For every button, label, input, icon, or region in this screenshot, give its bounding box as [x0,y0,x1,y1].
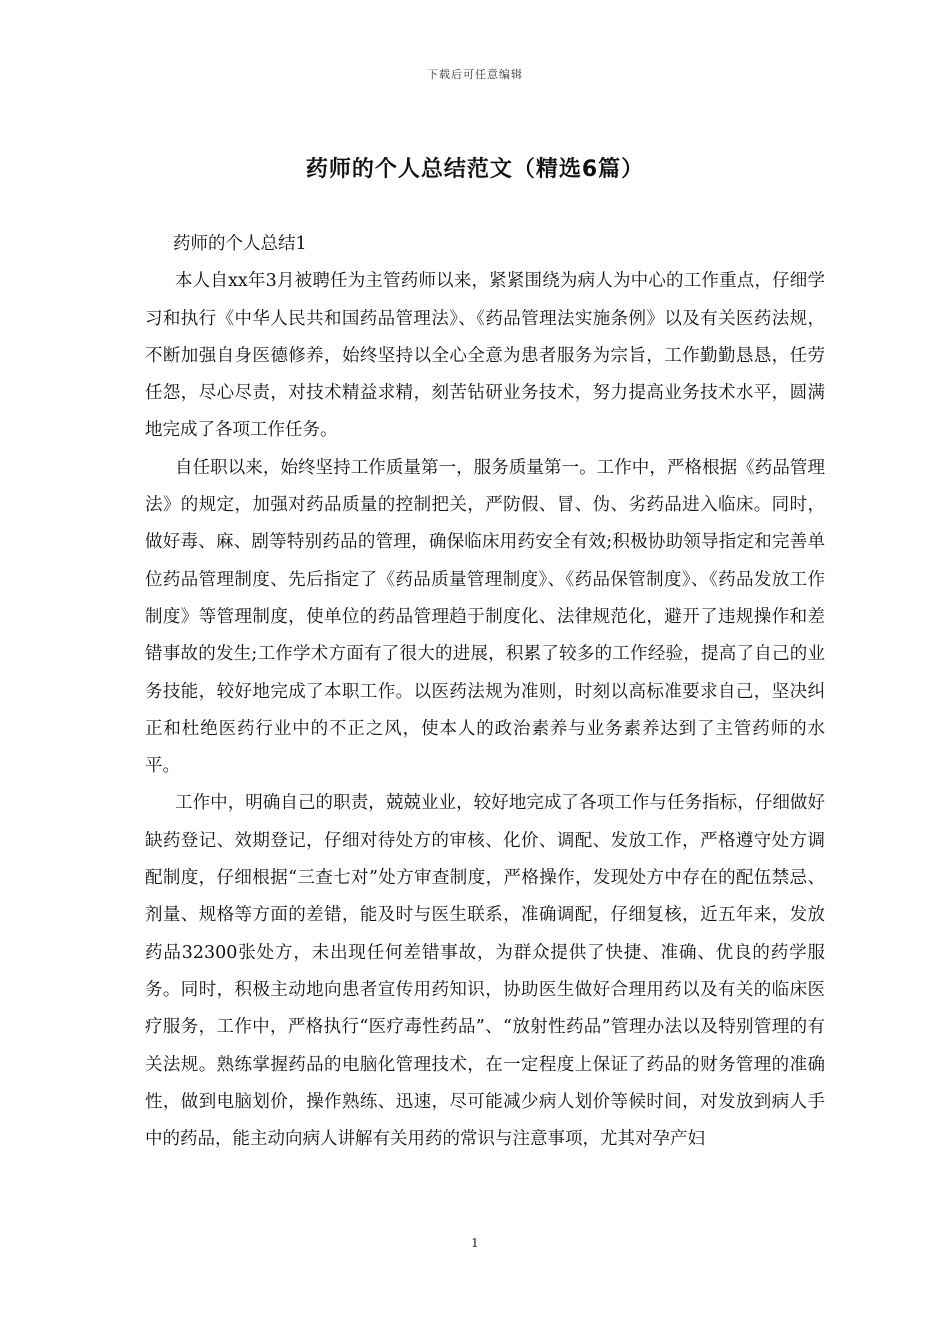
paragraph-1: 本人自xx年3月被聘任为主管药师以来，紧紧围绕为病人为中心的工作重点，仔细学习和执行《中华人民共和国药品管理法》、《药品管理法实施条例》以及有关医药法规，不断加强自身医德修养，始终坚持以全心全意为患者服务为宗旨，工作勤勤恳恳，任劳任怨，尽心尽责，对技术精益求精，刻苦钻研业务技术，努力提高业务技术水平，圆满地完成了各项工作任务。 [145,271,825,441]
document-title: 药师的个人总结范文（精选6篇） [305,157,645,182]
paragraph-2: 自任职以来，始终坚持工作质量第一，服务质量第一。工作中，严格根据《药品管理法》的规定，加强对药品质量的控制把关，严防假、冒、伪、劣药品进入临床。同时，做好毒、麻、剧等特别药品的管理，确保临床用药安全有效;积极协助领导指定和完善单位药品管理制度、先后指定了《药品质量管理制度》、《药品保管制度》、《药品发放工作制度》等管理制度，使单位的药品管理趋于制度化、法律规范化，避开了违规操作和差错事故的发生;工作学术方面有了很大的进展，积累了较多的工作经验，提高了自己的业务技能，较好地完成了本职工作。以医药法规为准则，时刻以高标准要求自己，坚决纠正和杜绝医药行业中的不正之风，使本人的政治素养与业务素养达到了主管药师的水平。 [145,457,825,777]
paragraph-3: 工作中，明确自己的职责，兢兢业业，较好地完成了各项工作与任务指标，仔细做好缺药登记、效期登记，仔细对待处方的审核、化价、调配、发放工作，严格遵守处方调配制度，仔细根据“三查七对”处方审查制度，严格操作，发现处方中存在的配伍禁忌、剂量、规格等方面的差错，能及时与医生联系，准确调配，仔细复核，近五年来，发放药品32300张处方，未出现任何差错事故，为群众提供了快捷、准确、优良的药学服务。同时，积极主动地向患者宣传用药知识，协助医生做好合理用药以及有关的临床医疗服务，工作中，严格执行“医疗毒性药品”、“放射性药品”管理办法以及特别管理的有关法规。熟练掌握药品的电脑化管理技术，在一定程度上保证了药品的财务管理的准确性，做到电脑划价，操作熟练、迅速，尽可能减少病人划价等候时间，对发放到病人手中的药品，能主动向病人讲解有关用药的常识与注意事项，尤其对孕产妇 [145,793,825,1150]
header-note: 下载后可任意编辑 [427,68,523,81]
document-body [145,226,825,1158]
section-heading: 药师的个人总结1 [173,234,307,254]
page-number: 1 [471,1236,479,1250]
